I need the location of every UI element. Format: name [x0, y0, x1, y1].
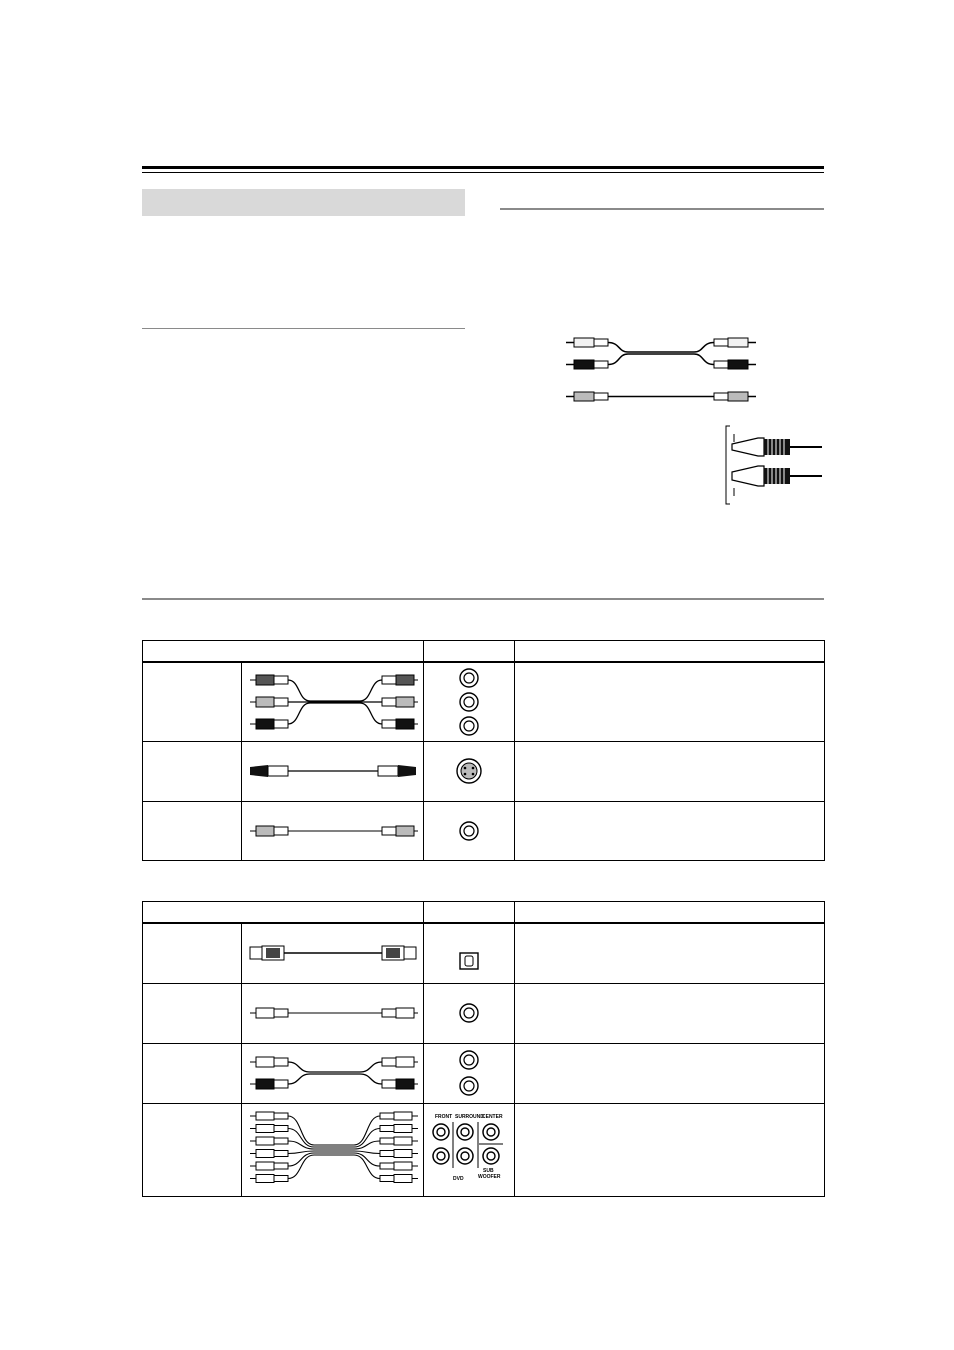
header-description — [515, 641, 825, 663]
multichannel-cable — [242, 1103, 424, 1196]
audio-connection-table — [142, 901, 825, 1197]
row-name — [143, 1103, 242, 1196]
table-row — [143, 662, 825, 741]
top-rule — [142, 166, 824, 169]
table-row — [143, 801, 825, 860]
coaxial-cable — [242, 983, 424, 1043]
stereo-audio-cable — [242, 1043, 424, 1103]
row-description — [515, 1103, 825, 1196]
plug-detail-illustration — [724, 424, 824, 508]
audio-cable-illustration — [566, 332, 756, 407]
row-description — [515, 1043, 825, 1103]
row-name — [143, 662, 242, 741]
table-row — [143, 1103, 825, 1196]
video-table-header — [143, 641, 825, 663]
plug-left-top — [566, 338, 608, 347]
header-jack — [424, 902, 515, 924]
row-description — [515, 983, 825, 1043]
header-jack — [424, 641, 515, 663]
row-name — [143, 983, 242, 1043]
center-label: CENTER — [482, 1113, 503, 1120]
coaxial-jack — [424, 983, 515, 1043]
row-description — [515, 662, 825, 741]
row-description — [515, 741, 825, 801]
plug-left-bottom — [566, 360, 608, 369]
row-description — [515, 923, 825, 983]
table-row — [143, 983, 825, 1043]
front-label: FRONT — [435, 1113, 453, 1120]
composite-video-cable — [242, 801, 424, 860]
table-row — [143, 741, 825, 801]
optical-cable — [242, 923, 424, 983]
section-divider — [142, 598, 824, 600]
row-name — [143, 923, 242, 983]
right-subsection-rule — [500, 208, 824, 210]
woofer-label: WOOFER — [478, 1173, 501, 1180]
section-heading-bar — [142, 189, 465, 216]
stereo-jacks — [424, 1043, 515, 1103]
surround-label: SURROUND — [455, 1113, 484, 1120]
left-subsection-rule — [142, 328, 465, 329]
dvd-label: DVD — [453, 1175, 464, 1182]
row-name — [143, 741, 242, 801]
component-jacks — [424, 662, 515, 741]
row-description — [515, 801, 825, 860]
sub-label: SUB — [483, 1167, 494, 1174]
row-name — [143, 801, 242, 860]
multichannel-jacks — [424, 1103, 515, 1196]
header-cable — [143, 641, 424, 663]
s-video-cable — [242, 741, 424, 801]
table-row — [143, 923, 825, 983]
video-connection-table — [142, 640, 825, 861]
table-row — [143, 1043, 825, 1103]
top-rule-thin — [142, 172, 824, 173]
header-cable — [143, 902, 424, 924]
component-video-cable — [242, 662, 424, 741]
s-video-jack — [424, 741, 515, 801]
header-description — [515, 902, 825, 924]
composite-jack — [424, 801, 515, 860]
audio-table-header — [143, 902, 825, 924]
row-name — [143, 1043, 242, 1103]
plug-right-bottom — [714, 360, 756, 369]
optical-jack — [424, 923, 515, 983]
plug-right-top — [714, 338, 756, 347]
